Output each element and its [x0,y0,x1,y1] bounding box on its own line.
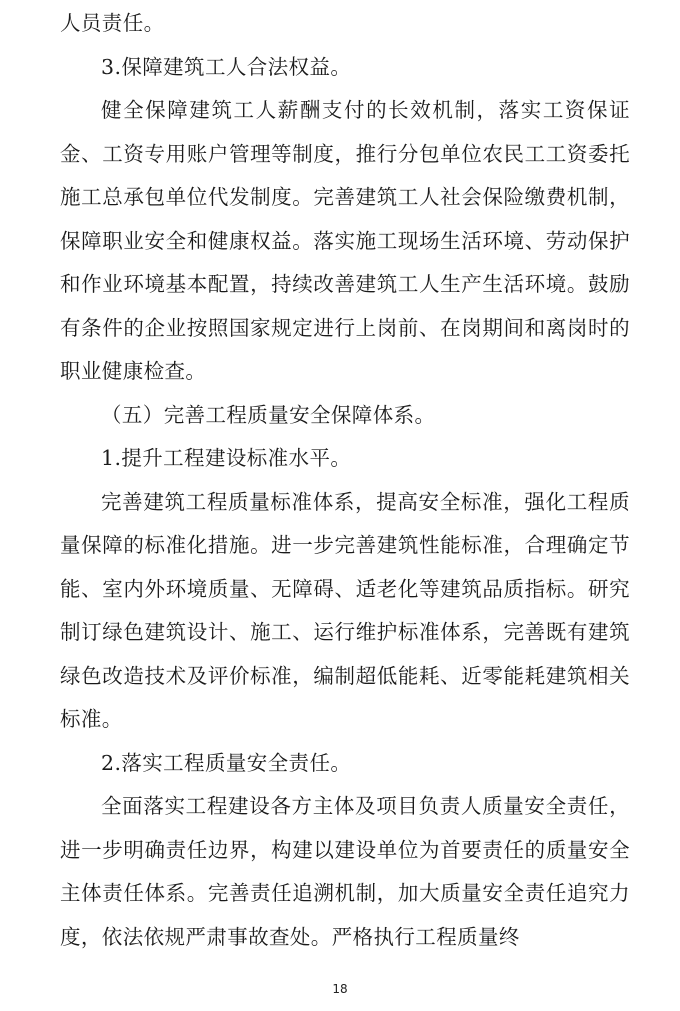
subsection-heading-1: 1.提升工程建设标准水平。 [101,446,352,470]
paragraph-wages: 健全保障建筑工人薪酬支付的长效机制，落实工资保证金、工资专用账户管理等制度，推行分包单位农民工工资委托施工总承包单位代发制度。完善建筑工人社会保险缴费机制，保障职业安全和健康权益。落实施工现场生活环境、劳动保护和作业环境基本配置，持续改善建筑工人生产生活环境。鼓励有条件的企业按照国家规定进行上岗前、在岗期间和离岗时的职业健康检查。 [60,98,630,383]
paragraph-responsibility: 全面落实工程建设各方主体及项目负责人质量安全责任，进一步明确责任边界，构建以建设单位为首要责任的质量安全主体责任体系。完善责任追溯机制，加大质量安全责任追究力度，依法依规严肃事故查处。严格执行工程质量终 [60,794,630,949]
section-heading-3: 3.保障建筑工人合法权益。 [101,54,352,79]
paragraph-continued: 人员责任。 [60,11,165,35]
page-number: 18 [332,982,348,996]
paragraph-standards: 完善建筑工程质量标准体系，提高安全标准，强化工程质量保障的标准化措施。进一步完善建筑性能标准，合理确定节能、室内外环境质量、无障碍、适老化等建筑品质指标。研究制订绿色建筑设计、施工、运行维护标准体系，完善既有建筑绿色改造技术及评价标准，编制超低能耗、近零能耗建筑相关标准。 [60,489,630,731]
section-heading-5: （五）完善工程质量安全保障体系。 [101,402,436,427]
subsection-heading-2: 2.落实工程质量安全责任。 [101,750,352,775]
document-body [60,2,630,959]
